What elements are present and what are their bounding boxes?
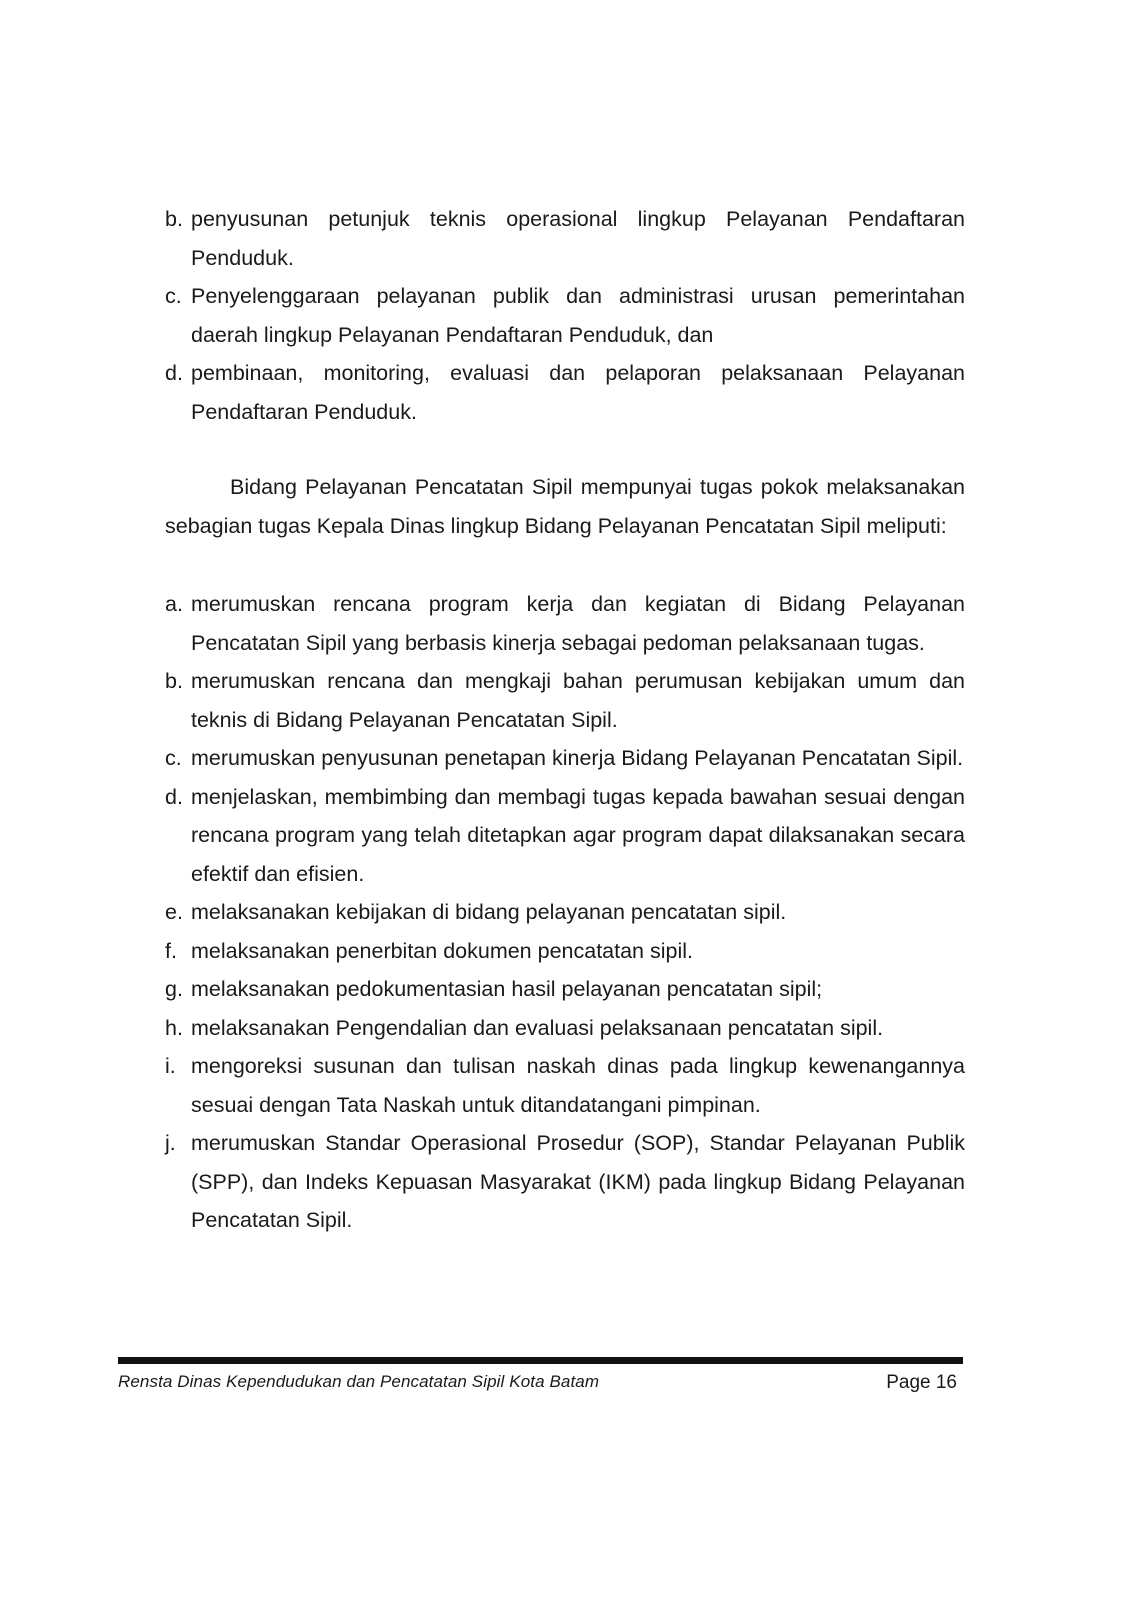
list-item bbox=[165, 200, 965, 277]
list-item bbox=[165, 778, 965, 894]
list-item-text: merumuskan penyusunan penetapan kinerja Bidang Pelayanan Pencatatan Sipil. bbox=[191, 746, 964, 770]
list-item bbox=[165, 662, 965, 739]
list-item bbox=[165, 585, 965, 662]
list-marker: h. bbox=[165, 1015, 183, 1040]
list-item bbox=[165, 970, 965, 1009]
list-item bbox=[165, 1009, 965, 1048]
list-marker: i. bbox=[165, 1054, 176, 1078]
footer-divider bbox=[118, 1357, 963, 1364]
list-item-text: menjelaskan, membimbing dan membagi tugas kepada bawahan sesuai dengan rencana program yang telah ditetapkan agar program dapat dilaksanakan secara efektif dan efisien. bbox=[191, 784, 965, 886]
list-item bbox=[165, 739, 965, 778]
list-item-text: melaksanakan Pengendalian dan evaluasi pelaksanaan pencatatan sipil. bbox=[191, 1015, 884, 1040]
list-marker: c. bbox=[165, 746, 182, 770]
list-item-text: mengoreksi susunan dan tulisan naskah dinas pada lingkup kewenangannya sesuai dengan Tata Naskah untuk ditandatangani pimpinan. bbox=[191, 1054, 965, 1117]
list-item-text: melaksanakan kebijakan di bidang pelayanan pencatatan sipil. bbox=[191, 900, 787, 924]
list-marker: e. bbox=[165, 900, 183, 924]
continued-list bbox=[165, 200, 965, 431]
footer-title: Rensta Dinas Kependudukan dan Pencatatan Sipil Kota Batam bbox=[118, 1372, 600, 1391]
page-number: Page 16 bbox=[886, 1372, 957, 1393]
list-marker: g. bbox=[165, 977, 183, 1001]
intro-paragraph: Bidang Pelayanan Pencatatan Sipil mempunyai tugas pokok melaksanakan sebagian tugas Kepala Dinas lingkup Bidang Pelayanan Pencatatan Sipil meliputi: bbox=[165, 475, 965, 538]
list-item-text: merumuskan Standar Operasional Prosedur (SOP), Standar Pelayanan Publik (SPP), dan Indeks Kepuasan Masyarakat (IKM) pada lingkup Bidang Pelayanan Pencatatan Sipil. bbox=[191, 1131, 965, 1232]
list-marker: b. bbox=[165, 669, 183, 693]
list-item-text: Penyelenggaraan pelayanan publik dan administrasi urusan pemerintahan daerah lingkup Pelayanan Pendaftaran Penduduk, dan bbox=[191, 284, 965, 347]
list-marker: d. bbox=[165, 784, 183, 809]
list-item bbox=[165, 932, 965, 971]
list-item-text: penyusunan petunjuk teknis operasional lingkup Pelayanan Pendaftaran Penduduk. bbox=[191, 207, 965, 270]
list-item bbox=[165, 354, 965, 431]
list-item-text: merumuskan rencana program kerja dan kegiatan di Bidang Pelayanan Pencatatan Sipil yang berbasis kinerja sebagai pedoman pelaksanaan tugas. bbox=[191, 592, 965, 655]
list-marker: c. bbox=[165, 284, 182, 308]
list-item-text: melaksanakan penerbitan dokumen pencatatan sipil. bbox=[191, 938, 693, 963]
list-marker: a. bbox=[165, 592, 183, 616]
list-item-text: pembinaan, monitoring, evaluasi dan pelaporan pelaksanaan Pelayanan Pendaftaran Penduduk. bbox=[191, 361, 965, 424]
duties-list bbox=[165, 585, 965, 1240]
list-item bbox=[165, 277, 965, 354]
list-item bbox=[165, 1124, 965, 1240]
list-marker: j. bbox=[165, 1131, 176, 1155]
list-marker: b. bbox=[165, 207, 183, 231]
list-item-text: merumuskan rencana dan mengkaji bahan perumusan kebijakan umum dan teknis di Bidang Pelayanan Pencatatan Sipil. bbox=[191, 669, 965, 732]
list-marker: f. bbox=[165, 938, 177, 963]
list-marker: d. bbox=[165, 361, 183, 385]
list-item-text: melaksanakan pedokumentasian hasil pelayanan pencatatan sipil; bbox=[191, 977, 823, 1001]
list-item bbox=[165, 893, 965, 932]
list-item bbox=[165, 1047, 965, 1124]
